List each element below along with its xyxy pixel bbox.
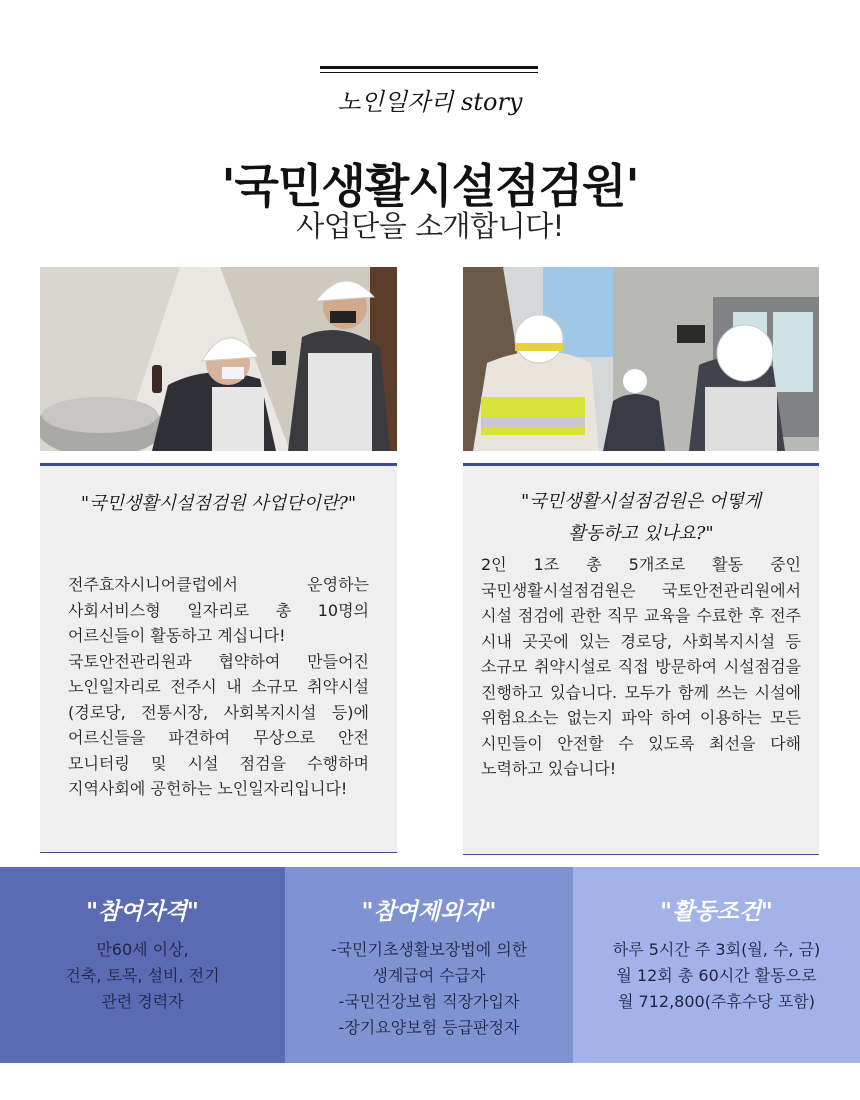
band-line: -장기요양보험 등급판정자 (338, 1018, 520, 1037)
photo-inspection-right (463, 267, 819, 451)
header-rule-thin (320, 72, 538, 73)
card-body-text: 2인 1조 총 5개조로 활동 중인 국민생활시설점검원은 국토안전관리원에서 시설 점검에 관한 직무 교육을 수료한 후 전주 시내 곳곳에 있는 경로당, 사회복지시설 등 소규모 취약시설로 직접 방문하여 시설점검을 진행하고 있습니다. 모두가 함께 쓰는 시설에 위험요소는 없는지 파악 하여 이용하는 모든 시민들이 안전할 수 있도록 최선을 다해 노력하고 있습니다! (481, 555, 801, 778)
page-subtitle: 사업단을 소개합니다! (296, 209, 564, 243)
header-rule-thick (320, 66, 538, 69)
band-line: 월 712,800(주휴수당 포함) (617, 992, 815, 1011)
band-line: -국민건강보험 직장가입자 (338, 992, 520, 1011)
page-title: '국민생활시설점검원' (221, 159, 639, 213)
card-heading-line: 활동하고 있나요?" (568, 523, 714, 544)
card-heading (463, 486, 819, 550)
band-line: 월 12회 총 60시간 활동으로 (616, 966, 817, 985)
band-line: 건축, 토목, 설비, 전기 (65, 966, 220, 985)
band-heading: "활동조건" (660, 898, 773, 925)
card-body-text: 전주효자시니어클럽에서 운영하는 사회서비스형 일자리로 총 10명의 어르신들이 활동하고 계십니다! 국토안전관리원과 협약하여 만들어진 노인일자리로 전주시 내 소규모 취약시설(경로당, 전통시장, 사회복지시설 등)에 어르신들을 파견하여 무상으로 안전 모니터링 및 시설 점검을 수행하며 지역사회에 공헌하는 노인일자리입니다! (68, 575, 369, 798)
card-heading-line: "국민생활시설점검원은 어떻게 (520, 491, 762, 512)
card-about-program (40, 463, 397, 853)
band-line: 만60세 이상, (96, 940, 189, 959)
band-line: 생계급여 수급자 (372, 966, 486, 985)
section-kicker: 노인일자리 story (337, 88, 523, 116)
card-heading (40, 488, 397, 520)
card-heading-line: "국민생활시설점검원 사업단이란?" (80, 493, 357, 514)
photo-inspection-left (40, 267, 397, 451)
band-line: 관련 경력자 (101, 992, 184, 1011)
band-line: -국민기초생활보장법에 의한 (330, 940, 528, 959)
band-heading: "참여제외자" (361, 898, 497, 925)
info-band-eligibility (0, 867, 285, 1063)
band-heading: "참여자격" (86, 898, 199, 925)
card-activity (463, 463, 819, 855)
band-line: 하루 5시간 주 3회(월, 수, 금) (612, 940, 821, 959)
info-band-conditions (573, 867, 860, 1063)
info-band-exclusions (285, 867, 573, 1063)
